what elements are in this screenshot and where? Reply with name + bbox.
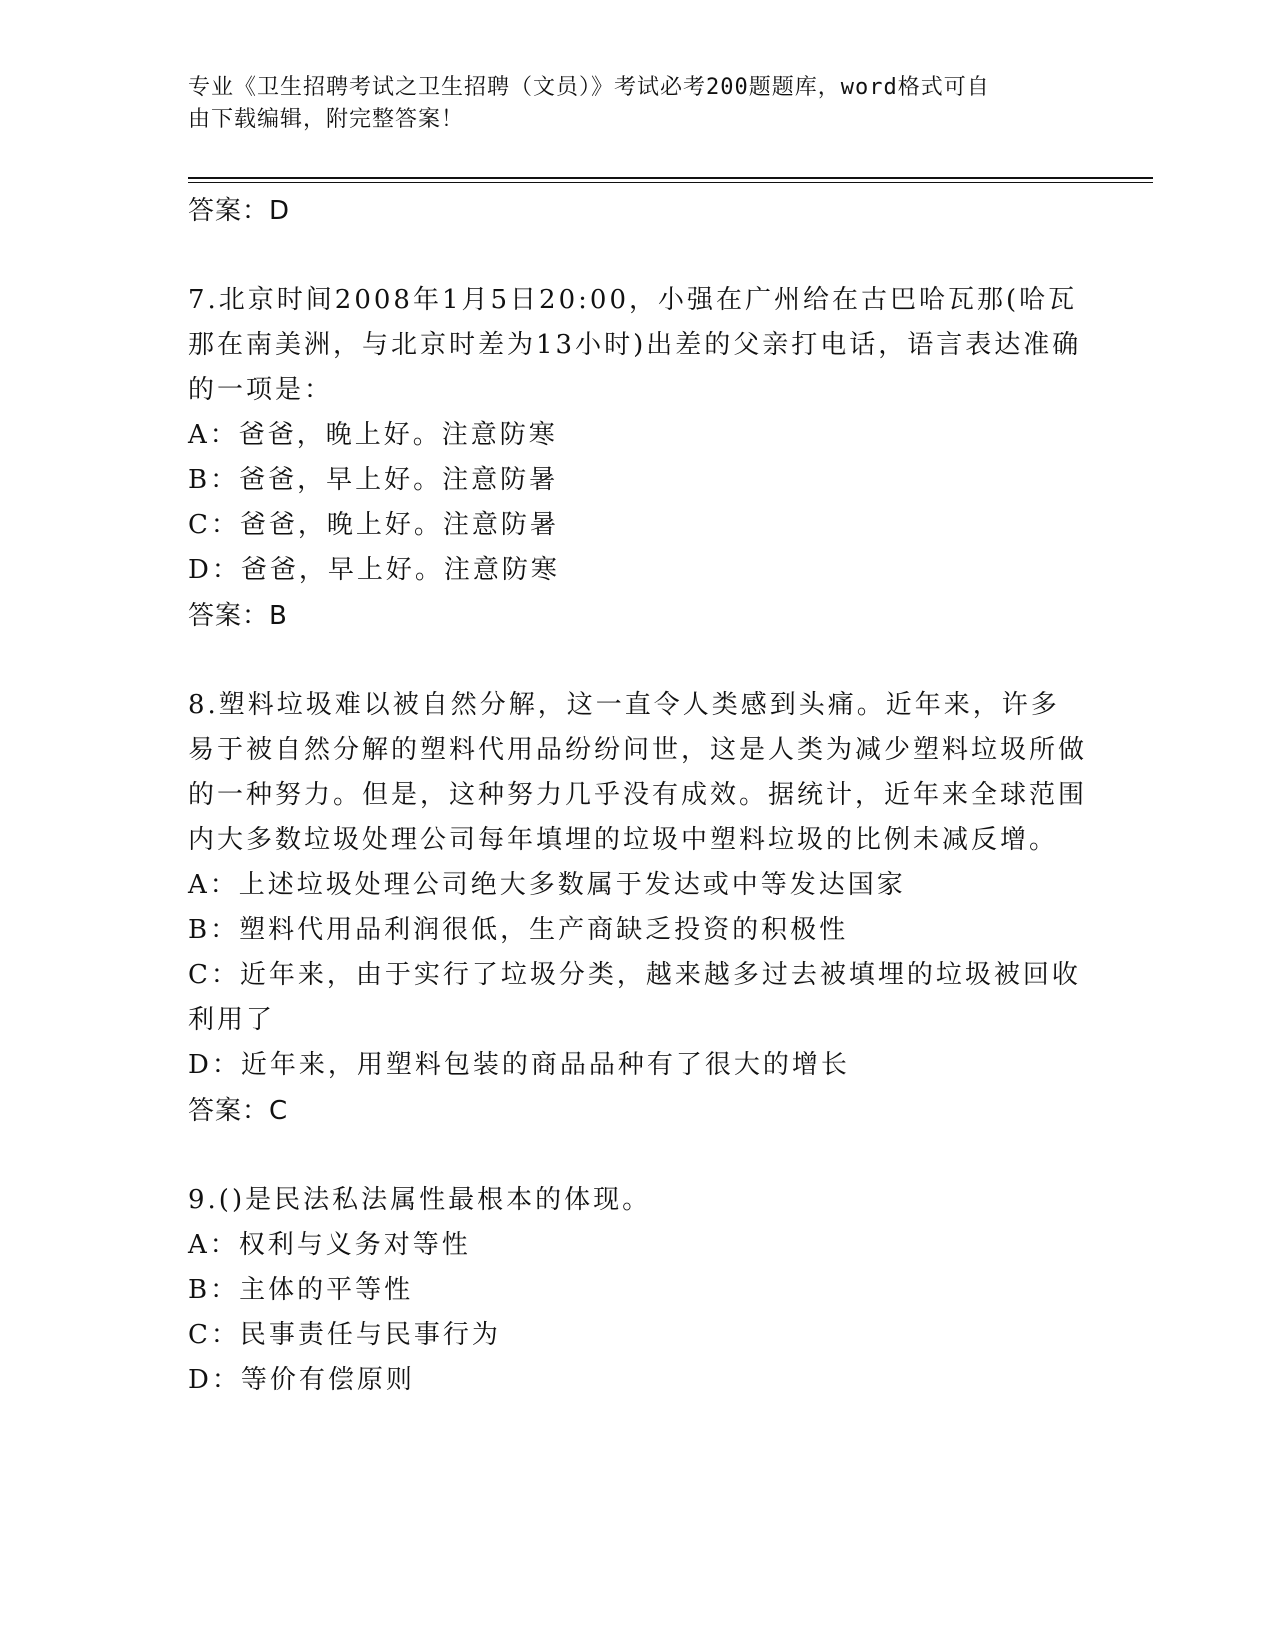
- page-header: [188, 72, 1068, 136]
- option-a: A：权利与义务对等性: [188, 1230, 471, 1260]
- question-list: [188, 188, 1088, 1403]
- option-b: B：主体的平等性: [188, 1275, 414, 1305]
- question-text: 9.()是民法私法属性最根本的体现。: [188, 1185, 652, 1215]
- previous-answer: 答案：D: [188, 196, 291, 226]
- option-b: B：爸爸，早上好。注意防暑: [188, 465, 559, 495]
- question-text: 8.塑料垃圾难以被自然分解，这一直令人类感到头痛。近年来，许多易于被自然分解的塑料代用品纷纷问世，这是人类为减少塑料垃圾所做的一种努力。但是，这种努力几乎没有成效。据统计，近年来全球范围内大多数垃圾处理公司每年填埋的垃圾中塑料垃圾的比例未减反增。: [188, 690, 1088, 855]
- option-c: C：民事责任与民事行为: [188, 1320, 501, 1350]
- question-9: [188, 1178, 1088, 1403]
- option-d: D：等价有偿原则: [188, 1365, 415, 1395]
- option-d: D：爸爸，早上好。注意防寒: [188, 555, 560, 585]
- header-divider-thin: [188, 182, 1153, 183]
- header-line-1: 专业《卫生招聘考试之卫生招聘（文员）》考试必考200题题库，word格式可自: [188, 75, 990, 100]
- option-d: D：近年来，用塑料包装的商品品种有了很大的增长: [188, 1050, 850, 1080]
- header-line-2: 由下载编辑，附完整答案！: [188, 107, 465, 132]
- question-answer: 答案：C: [188, 1096, 289, 1126]
- header-divider-thick: [188, 177, 1153, 179]
- option-b: B：塑料代用品利润很低，生产商缺乏投资的积极性: [188, 915, 849, 945]
- question-text: 7.北京时间2008年1月5日20:00，小强在广州给在古巴哈瓦那(哈瓦那在南美洲，与北京时差为13小时)出差的父亲打电话，语言表达准确的一项是：: [188, 285, 1082, 405]
- question-8: [188, 683, 1088, 1134]
- option-c: C：近年来，由于实行了垃圾分类，越来越多过去被填埋的垃圾被回收利用了: [188, 960, 1081, 1035]
- question-answer: 答案：B: [188, 601, 288, 631]
- option-a: A：上述垃圾处理公司绝大多数属于发达或中等发达国家: [188, 870, 906, 900]
- option-c: C：爸爸，晚上好。注意防暑: [188, 510, 559, 540]
- question-7: [188, 278, 1088, 639]
- option-a: A：爸爸，晚上好。注意防寒: [188, 420, 558, 450]
